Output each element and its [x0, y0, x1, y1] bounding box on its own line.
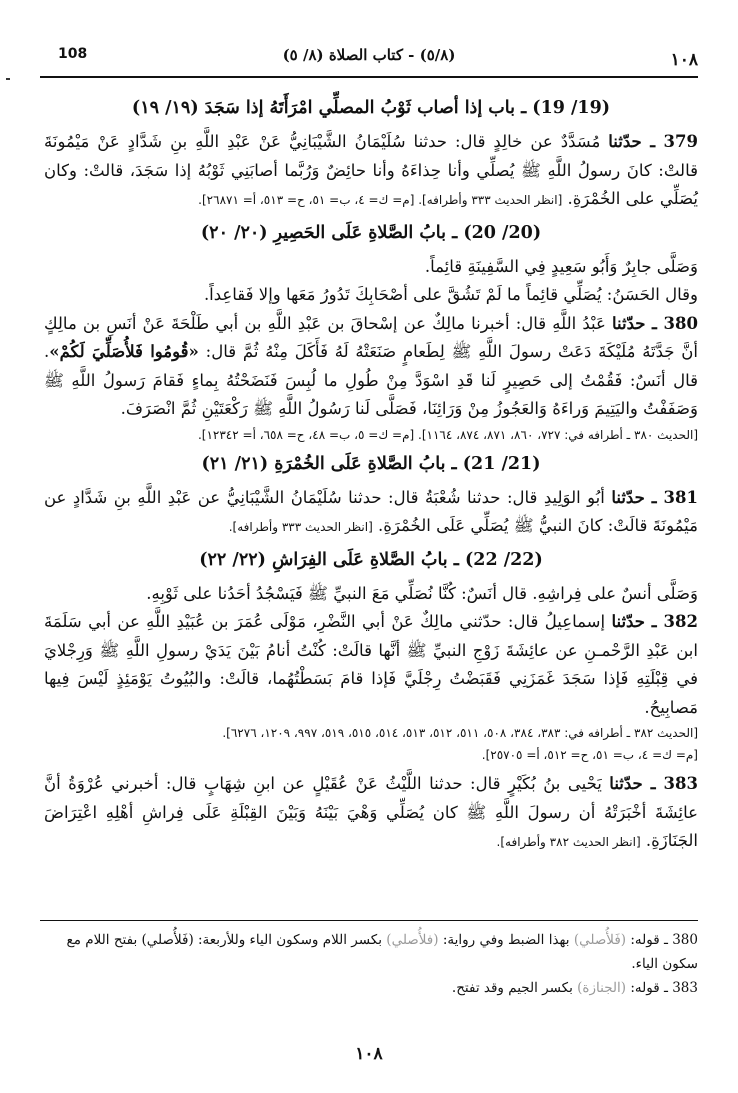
- hadith-text: أبُو الوَلِيدِ قال: حدثنا شُعْبَةُ قال: حدثنا سُلَيْمَانُ الشَّيْبَانِيُّ عن عَبْدِ اللَّهِ بنِ شَدَّادٍ عن مَيْمُونَةَ قالَتْ: كانَ النبيُّ ﷺ يُصَلِّي عَلَى الخُمْرَةِ.: [44, 487, 698, 535]
- hadith-number: 383 ـ حدّثنا: [609, 774, 698, 793]
- hadith-383: [44, 770, 698, 857]
- hadith-379: [44, 128, 698, 215]
- footnote-label: 380 ـ قوله:: [626, 932, 698, 948]
- athar-anas: وَصَلَّى أنسٌ على فِراشِهِ. قال أنَسٌ: كُنَّا نُصَلِّي مَعَ النبيِّ ﷺ فَيَسْجُدُ أحَدُنا على ثَوْبِهِ.: [146, 583, 698, 603]
- hadith-quote: «قُومُوا فَلأُصَلِّيَ لَكُمْ»: [49, 342, 199, 361]
- header-rule: [40, 76, 698, 78]
- hadith-text: مُسَدَّدٌ عن خالِدٍ قال: حدثنا سُلَيْمَانُ الشَّيْبَانِيُّ عَنْ عَبْدِ اللَّهِ بنِ شَدَّادٍ عَنْ مَيْمُونَةَ قالتْ: كانَ رسولُ اللَّهِ ﷺ يُصلِّي وأنا حِذاءَهُ وأنا حائِضٌ وَرُبَّما أصابَنِي ثَوْبُهُ إذا سَجَدَ، قالتْ: وكان يُصَلِّي على الخُمْرَةِ.: [44, 132, 698, 208]
- athar-hasan: وقال الحَسَنُ: يُصَلِّي قائِماً ما لَمْ تَشُقَّ على أصْحَابِكَ تَدُورُ مَعَها وإلا فَقاعِداً.: [203, 285, 698, 304]
- hadith-text: عَبْدُ اللَّهِ قال: أخبرنا مالِكٌ عن إسْحاقَ بن عَبْدِ اللَّهِ بن أبي طَلْحَةَ عَنْ أنَسِ بن مالِكٍ أنَّ جَدَّتَهُ مُلَيْكَةَ دَعَتْ رسولَ اللَّهِ ﷺ لِطَعامٍ صَنَعَتْهُ لَهُ فَأَكَلَ مِنْهُ ثُمَّ قال:: [44, 313, 698, 361]
- hadith-380: [44, 310, 698, 424]
- footnotes: [40, 928, 698, 1000]
- faint-word: (فَلأُصلي): [573, 932, 627, 948]
- hadith-text-continued: . قال أنَسٌ: فَقُمْتُ إلى حَصِيرٍ لَنا قَدِ اسْوَدَّ مِنْ طُولِ ما لُبِسَ فَنَضَحْتُهُ بِماءٍ فَقامَ رَسولُ اللَّهِ ﷺ وَصَفَفْتُ واليَتِيمَ وَراءَهُ وَالعَجُوزُ مِنْ وَرَائِنَا، فَصَلَّى لَنا رَسُولُ اللَّهِ ﷺ رَكْعَتَيْنِ ثُمَّ انْصَرَفَ.: [44, 342, 698, 418]
- hadith-382: [44, 608, 698, 722]
- footnote-text: بهذا الضبط وفي رواية:: [438, 932, 574, 948]
- hadith-reference: [الحديث ٣٨٠ ـ أطرافه في: ٧٢٧، ٨٦٠، ٨٧١، ٨٧٤، ١١٦٤]. [م= ك= ٥، ب= ٤٨، ح= ٦٥٨، أ= ١٢٣٤٢].: [197, 427, 698, 442]
- hadith-number: 380 ـ حدّثنا: [611, 313, 698, 333]
- faint-word: (الجنازة): [577, 980, 627, 996]
- athar-jabir: وَصَلَّى جابِرٌ وَأَبُو سَعِيدٍ فِي السَّفِينَةِ قائِماً.: [424, 256, 698, 276]
- footnote-text: بكسر اللام وسكون الياء وللأربعة: (فَلأُصلي) بفتح اللام مع سكون الياء.: [66, 932, 698, 972]
- hadith-number: 379 ـ حدّثنا: [608, 132, 698, 151]
- hadith-reference: [انظر الحديث ٣٣٣ وأطرافه].: [228, 520, 373, 534]
- hadith-number: 382 ـ حدّثنا: [611, 612, 698, 631]
- hadith-text: يَحْيى بنُ بُكَيْرٍ قال: حدثنا اللَّيْثُ عَنْ عُقَيْلٍ عن ابنِ شِهَابٍ قال: أخبرني عُرْوَةُ أنَّ عائِشَةَ أخْبَرَتْهُ أن رسولَ اللَّهِ ﷺ كان يُصَلِّي وَهْيَ بَيْنَهُ وَبَيْنَ القِبْلَةِ عَلَى فِراشِ أهْلِهِ اعْتِرَاضَ الجَنَازَةِ.: [44, 774, 698, 850]
- scan-mark: [6, 78, 10, 80]
- section-title-21: (21/ 21) ـ بابُ الصَّلاةِ عَلَى الخُمْرَةِ (٢١/ ٢١): [201, 453, 541, 474]
- footnote-rule: [40, 920, 698, 921]
- footnote-383: [40, 976, 698, 1000]
- footnote-380: [40, 928, 698, 976]
- hadith-text: إسماعِيلُ قال: حدّثني مالِكٌ عَنْ أبي النَّضْرِ، مَوْلَى عُمَرَ بن عُبَيْدِ اللَّهِ عن أبي سَلَمَةَ ابن عَبْدِ الرَّحْمـنِ عن عائِشَةَ زَوْجِ النبيِّ ﷺ أنَّها قالَتْ: كُنْتُ أنامُ بَيْنَ يَدَيْ رسولِ اللَّهِ ﷺ وَرِجْلايَ في قِبْلَتِهِ فَإذا سَجَدَ غَمَزَنِي فَقَبَضْتُ رِجْلَيَّ فَإذا قامَ بَسَطْتُهُما، قالَتْ: والبُيُوتُ يَوْمَئِذٍ لَيْسَ فِيها مَصابِيحُ.: [44, 612, 698, 717]
- page-header: [40, 44, 698, 80]
- hadith-reference: [الحديث ٣٨٢ ـ أطرافه في: ٣٨٣، ٣٨٤، ٥٠٨، ٥١١، ٥١٢، ٥١٣، ٥١٤، ٥١٥، ٥١٩، ٩٩٧، ١٢٠٩، ٦٢٧٦].: [222, 726, 698, 740]
- page-number-latin: 108: [58, 46, 88, 62]
- footnote-label: 383 ـ قوله:: [626, 980, 698, 996]
- section-title-20: (20/ 20) ـ بابُ الصَّلاةِ عَلَى الحَصِيرِ (٢٠/ ٢٠): [200, 222, 542, 243]
- page-body: [44, 90, 698, 857]
- hadith-381: [44, 484, 698, 542]
- hadith-reference: [انظر الحديث ٣٣٣ وأطرافه]. [م= ك= ٤، ب= ٥١، ح= ٥١٣، أ= ٢٦٨٧١].: [198, 193, 563, 207]
- footnote-text: بكسر الجيم وقد تفتح.: [451, 980, 578, 996]
- faint-word: (فلأُصلي): [386, 932, 439, 948]
- hadith-number: 381 ـ حدّثنا: [611, 487, 698, 507]
- hadith-reference-2: [م= ك= ٤، ب= ٥١، ح= ٥١٢، أ= ٢٥٧٠٥].: [481, 748, 698, 762]
- page-number-arabic: ١٠٨: [670, 50, 698, 70]
- page-footer-number: ١٠٨: [355, 1044, 383, 1064]
- section-title-19: (19/ 19) ـ باب إذا أصاب ثَوْبُ المصلِّي امْرَأَتَهُ إذا سَجَدَ (١٩/ ١٩): [131, 98, 611, 118]
- hadith-reference: [انظر الحديث ٣٨٢ وأطرافه].: [496, 835, 641, 849]
- running-title: (٥/٨) - كتاب الصلاة (٨/ ٥): [282, 46, 456, 64]
- section-title-22: (22/ 22) ـ بابُ الصَّلاةِ عَلَى الفِرَاشِ (٢٢/ ٢٢): [199, 549, 543, 570]
